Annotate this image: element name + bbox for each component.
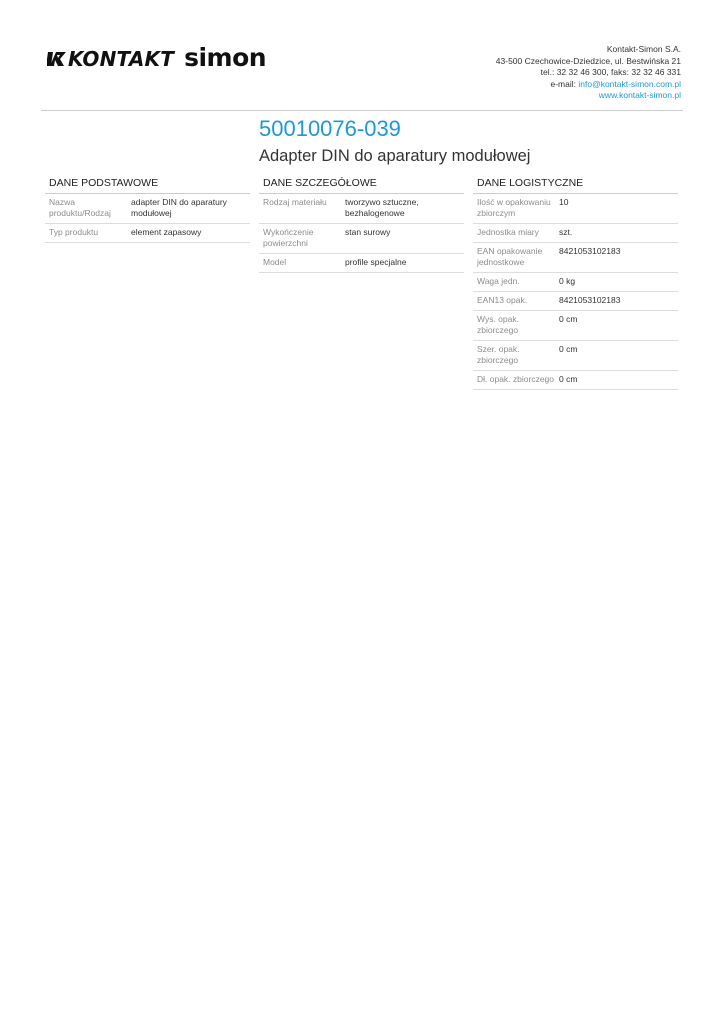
row-value: 8421053102183 [559,295,621,305]
row-label: Waga jedn. [477,276,520,286]
row-value: 8421053102183 [559,246,621,256]
logo-simon-text: simon [184,42,267,72]
table-row [259,194,464,224]
row-value: 10 [559,197,569,207]
company-name: Kontakt-Simon S.A. [606,44,681,54]
email-link[interactable]: info@kontakt-simon.com.pl [578,78,681,89]
table-row [473,292,678,311]
table-row [473,243,678,273]
row-label: Szer. opak. zbiorczego [477,344,520,365]
row-label: Typ produktu [49,227,99,237]
row-label: EAN13 opak. [477,295,528,305]
section-title: DANE PODSTAWOWE [45,176,250,194]
row-label: Jednostka miary [477,227,539,237]
logo-kontakt-text: KONTAKT [68,47,175,71]
product-title: Adapter DIN do aparatury modułowej [259,147,531,165]
table-row [473,273,678,292]
section-title: DANE SZCZEGÓŁOWE [259,176,464,194]
row-value: szt. [559,227,573,237]
section-title: DANE LOGISTYCZNE [473,176,678,194]
table-row [259,254,464,273]
email-label: e-mail: [550,78,576,89]
table-row [473,311,678,341]
product-code: 50010076-039 [259,116,401,141]
row-value: adapter DIN do aparatury modułowej [131,197,227,218]
company-email-line [496,79,681,91]
company-logo [47,42,267,72]
row-label: Wys. opak. zbiorczego [477,314,519,335]
table-row [45,224,250,243]
row-label: Model [263,257,287,267]
table-row [259,224,464,254]
row-label: EAN opakowanie jednostkowe [477,246,543,267]
row-value: stan surowy [345,227,391,237]
row-value: 0 cm [559,314,578,324]
table-row [473,341,678,371]
section-basic-data [45,176,250,243]
table-row [473,224,678,243]
row-value: 0 cm [559,344,578,354]
table-row [473,194,678,224]
website-link[interactable]: www.kontakt-simon.pl [598,90,681,100]
company-address: 43-500 Czechowice-Dziedzice, ul. Bestwińska 21 [495,55,681,66]
row-value: element zapasowy [131,227,202,237]
row-label: Nazwa produktu/Rodzaj [49,197,111,218]
row-value: tworzywo sztuczne, bezhalogenowe [345,197,419,218]
row-label: Wykończenie powierzchni [263,227,314,248]
header-divider [41,110,683,111]
company-phone: tel.: 32 32 46 300, faks: 32 32 46 331 [540,67,681,77]
table-row [473,371,678,390]
row-value: 0 cm [559,374,578,384]
company-info [496,44,681,102]
row-label: Ilość w opakowaniu zbiorczym [477,197,551,218]
section-logistics-data [473,176,678,390]
section-detail-data [259,176,464,273]
row-value: 0 kg [559,276,576,286]
kontakt-logo-mark-icon [47,50,66,68]
row-label: Rodzaj materiału [263,197,327,207]
table-row [45,194,250,224]
row-label: Dł. opak. zbiorczego [477,374,555,384]
row-value: profile specjalne [345,257,407,267]
